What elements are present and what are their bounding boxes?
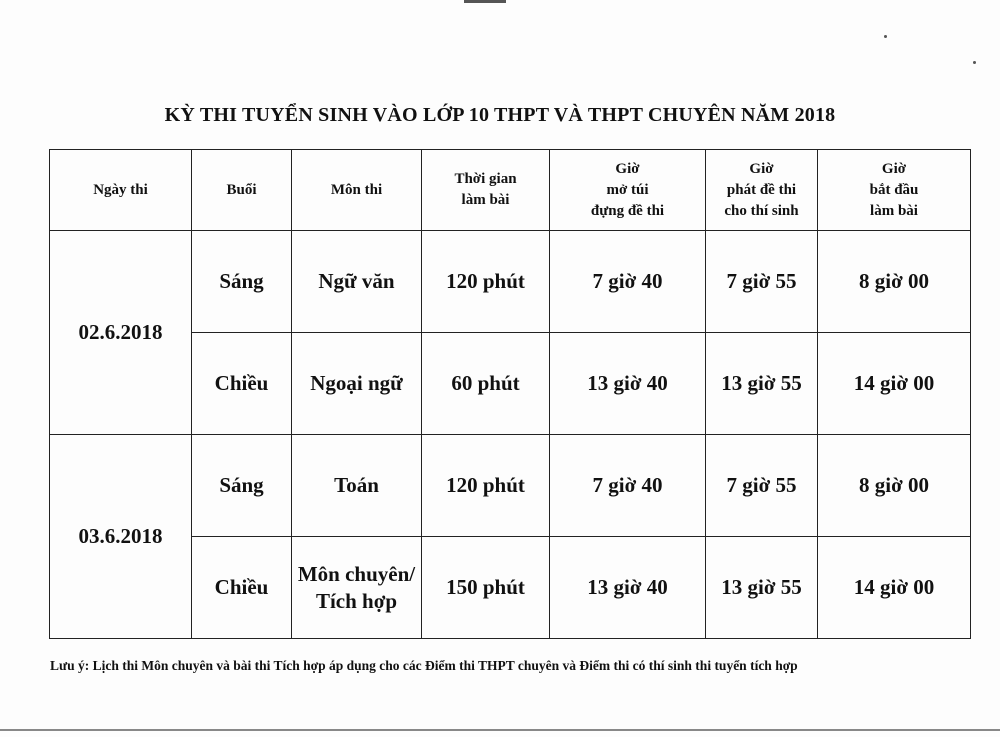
start-time-cell: 14 giờ 00 [818,537,971,639]
start-time-cell: 8 giờ 00 [818,435,971,537]
page-top-mark [464,0,506,3]
scan-speck [884,35,887,38]
header-start-time: Giờ bắt đầu làm bài [818,150,971,231]
session-cell: Chiều [192,537,292,639]
duration-cell: 150 phút [422,537,550,639]
header-hand-out-time: Giờ phát đề thi cho thí sinh [706,150,818,231]
table-row [50,231,971,333]
exam-date-cell: 03.6.2018 [50,435,192,639]
header-open-envelope-time: Giờ mở túi đựng đề thi [550,150,706,231]
subject-cell: Toán [292,435,422,537]
document-title: KỲ THI TUYỂN SINH VÀO LỚP 10 THPT VÀ THPT CHUYÊN NĂM 2018 [164,104,836,126]
page-bottom-edge [0,729,1000,731]
open-envelope-time-cell: 13 giờ 40 [550,333,706,435]
hand-out-time-cell: 13 giờ 55 [706,333,818,435]
subject-cell: Ngữ văn [292,231,422,333]
duration-cell: 120 phút [422,435,550,537]
exam-date-cell: 02.6.2018 [50,231,192,435]
open-envelope-time-cell: 7 giờ 40 [550,231,706,333]
open-envelope-time-cell: 13 giờ 40 [550,537,706,639]
header-session: Buổi [192,150,292,231]
subject-cell: Ngoại ngữ [292,333,422,435]
footnote-text: Lịch thi Môn chuyên và bài thi Tích hợp áp dụng cho các Điểm thi THPT chuyên và Điểm thi có thí sinh thi tuyển tích hợp [92,658,798,673]
session-cell: Sáng [192,231,292,333]
duration-cell: 60 phút [422,333,550,435]
hand-out-time-cell: 13 giờ 55 [706,537,818,639]
table-header-row [50,150,971,231]
scan-speck [973,61,976,64]
footnote [50,658,980,674]
duration-cell: 120 phút [422,231,550,333]
open-envelope-time-cell: 7 giờ 40 [550,435,706,537]
header-exam-date: Ngày thi [50,150,192,231]
hand-out-time-cell: 7 giờ 55 [706,435,818,537]
start-time-cell: 14 giờ 00 [818,333,971,435]
start-time-cell: 8 giờ 00 [818,231,971,333]
exam-schedule-table [49,149,971,639]
table-row [50,435,971,537]
hand-out-time-cell: 7 giờ 55 [706,231,818,333]
header-subject: Môn thi [292,150,422,231]
session-cell: Chiều [192,333,292,435]
footnote-label: Lưu ý: [50,658,90,673]
header-duration: Thời gian làm bài [422,150,550,231]
session-cell: Sáng [192,435,292,537]
subject-cell: Môn chuyên/ Tích hợp [292,537,422,639]
